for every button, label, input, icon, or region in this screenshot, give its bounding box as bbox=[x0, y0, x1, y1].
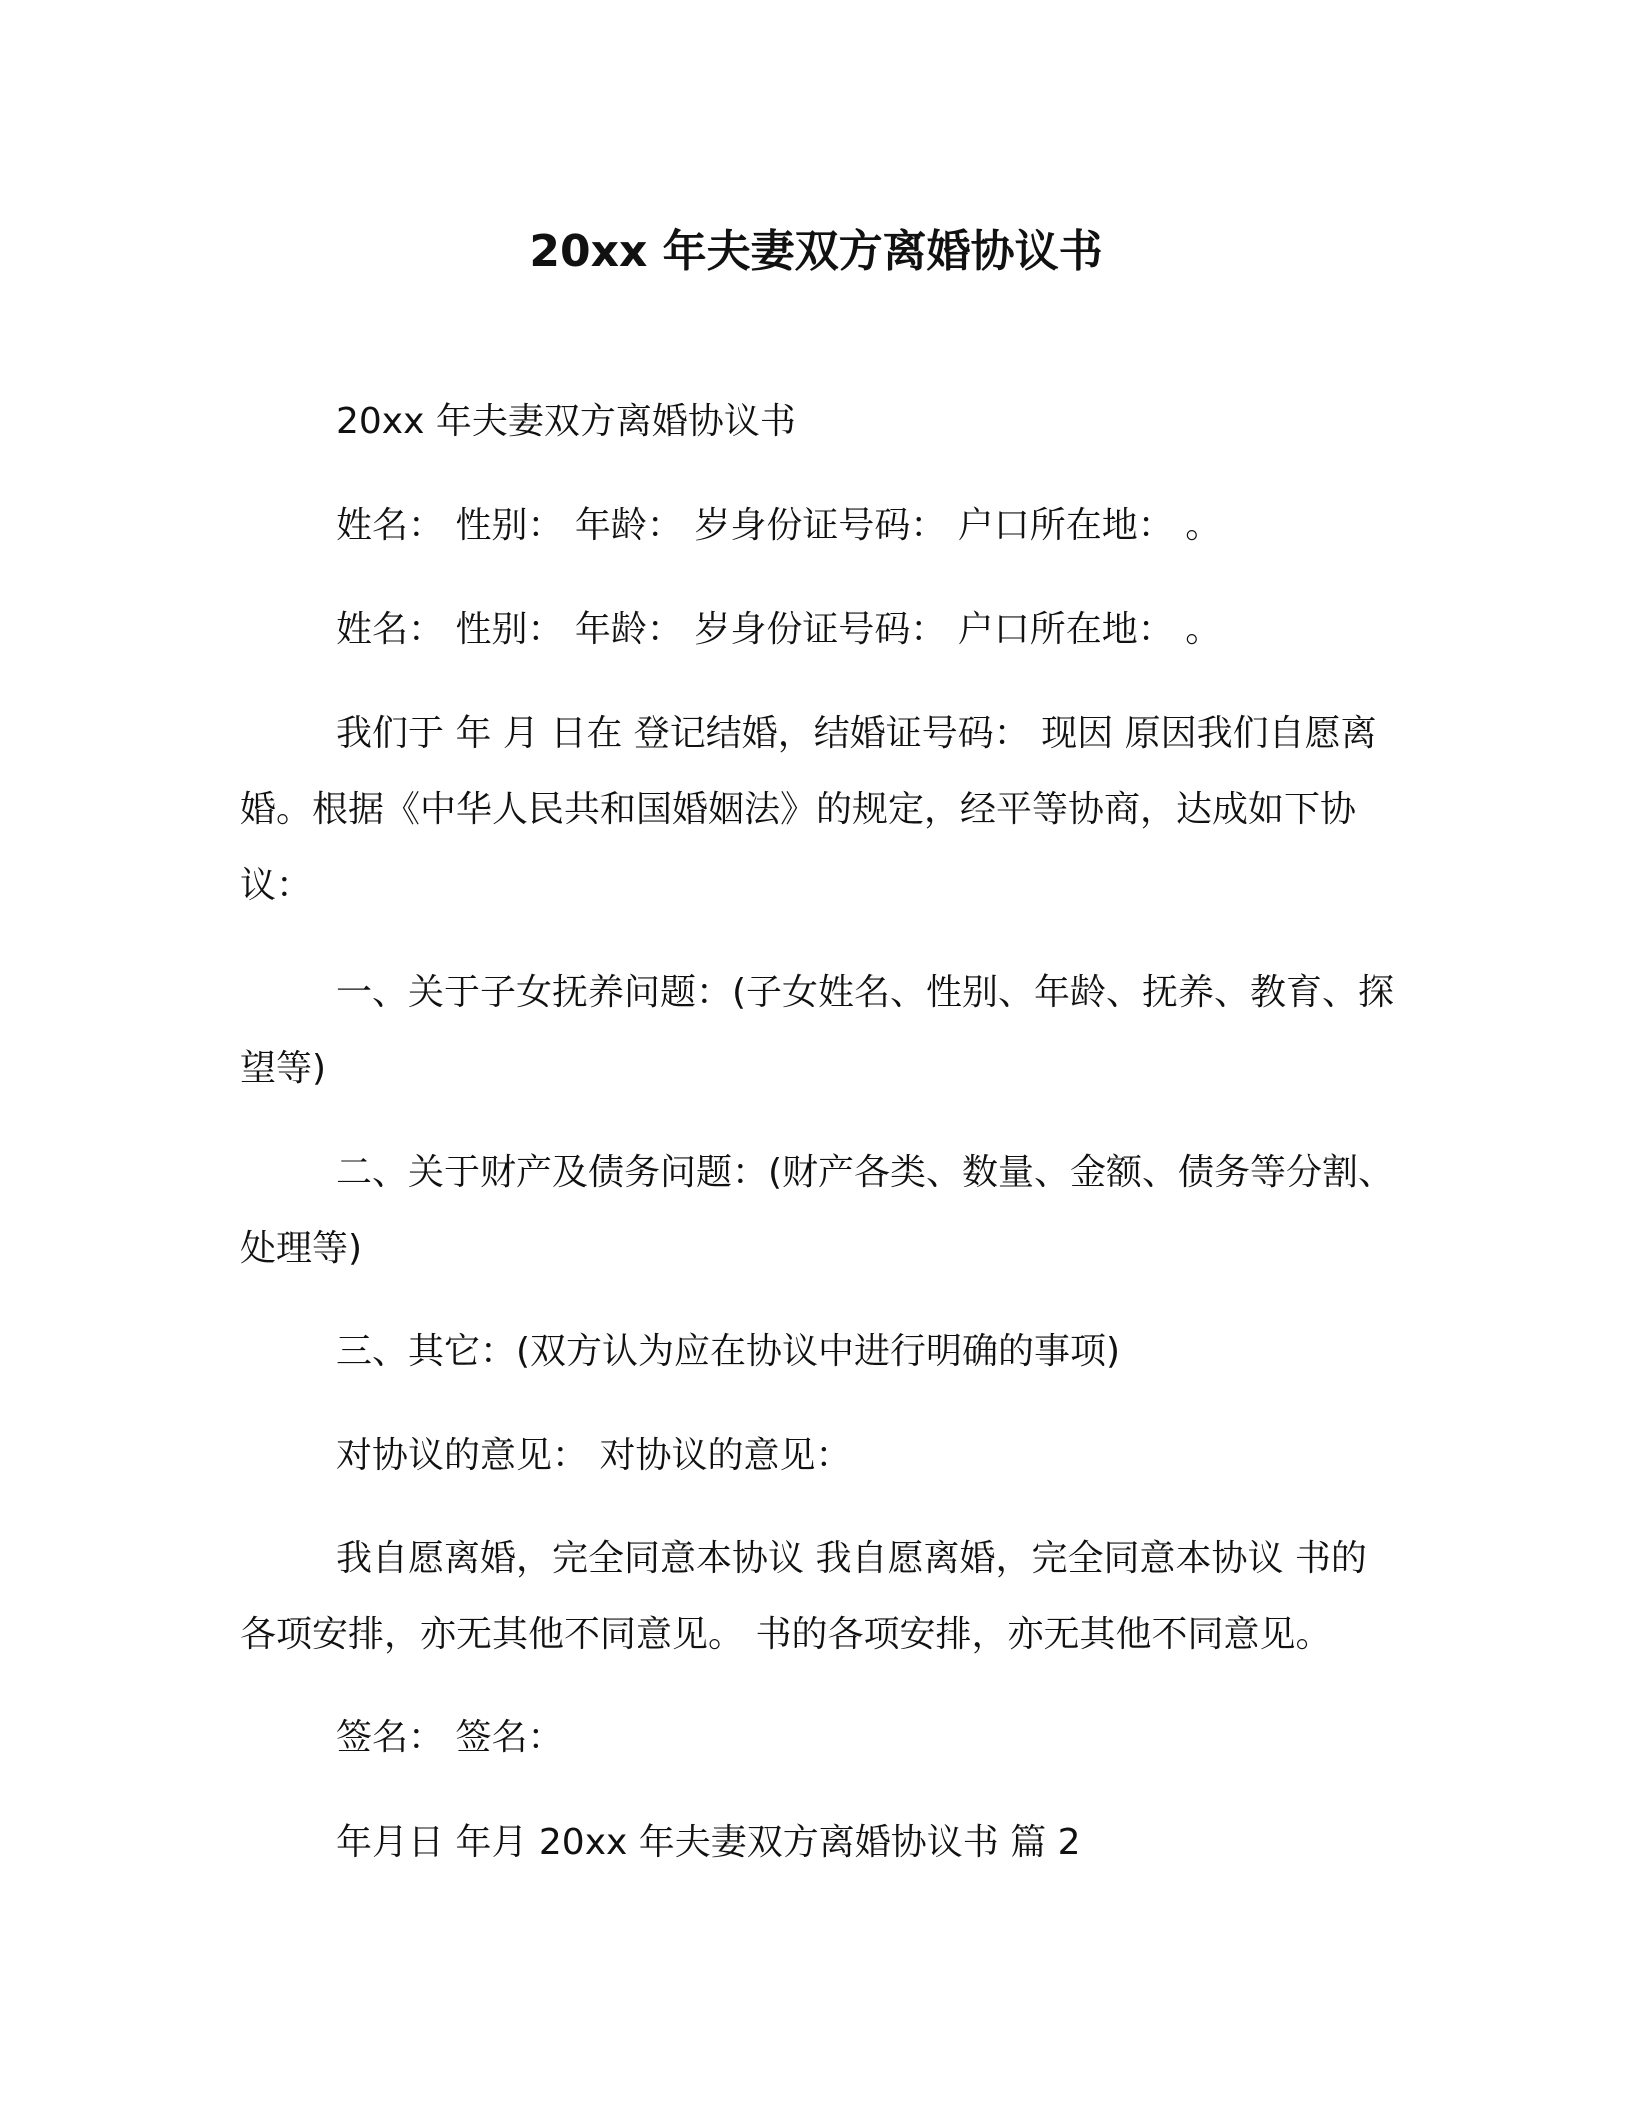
paragraph-party-two: 姓名： 性别： 年龄： 岁身份证号码： 户口所在地： 。 bbox=[336, 609, 1222, 650]
paragraph-marriage-statement: 我们于 年 月 日在 登记结婚，结婚证号码： 现因 原因我们自愿离婚。根据《中华人民共和国婚姻法》的规定，经平等协商，达成如下协议： bbox=[240, 713, 1377, 906]
paragraph-other-matters: 三、其它：(双方认为应在协议中进行明确的事项) bbox=[336, 1331, 1121, 1372]
paragraph-date-footer: 年月日 年月 20xx 年夫妻双方离婚协议书 篇 2 bbox=[336, 1822, 1081, 1863]
paragraph-property-debt: 二、关于财产及债务问题：(财产各类、数量、金额、债务等分割、处理等) bbox=[240, 1152, 1395, 1269]
paragraph-opinions: 对协议的意见： 对协议的意见： bbox=[336, 1435, 852, 1476]
paragraph-subtitle: 20xx 年夫妻双方离婚协议书 bbox=[336, 401, 796, 442]
paragraph-child-custody: 一、关于子女抚养问题：(子女姓名、性别、年龄、抚养、教育、探望等) bbox=[240, 972, 1395, 1089]
document-title: 20xx 年夫妻双方离婚协议书 bbox=[529, 226, 1103, 277]
paragraph-signatures: 签名： 签名： bbox=[336, 1717, 564, 1758]
paragraph-consent: 我自愿离婚，完全同意本协议 我自愿离婚，完全同意本协议 书的各项安排，亦无其他不同意见。 书的各项安排，亦无其他不同意见。 bbox=[240, 1538, 1367, 1655]
paragraph-party-one: 姓名： 性别： 年龄： 岁身份证号码： 户口所在地： 。 bbox=[336, 505, 1222, 546]
